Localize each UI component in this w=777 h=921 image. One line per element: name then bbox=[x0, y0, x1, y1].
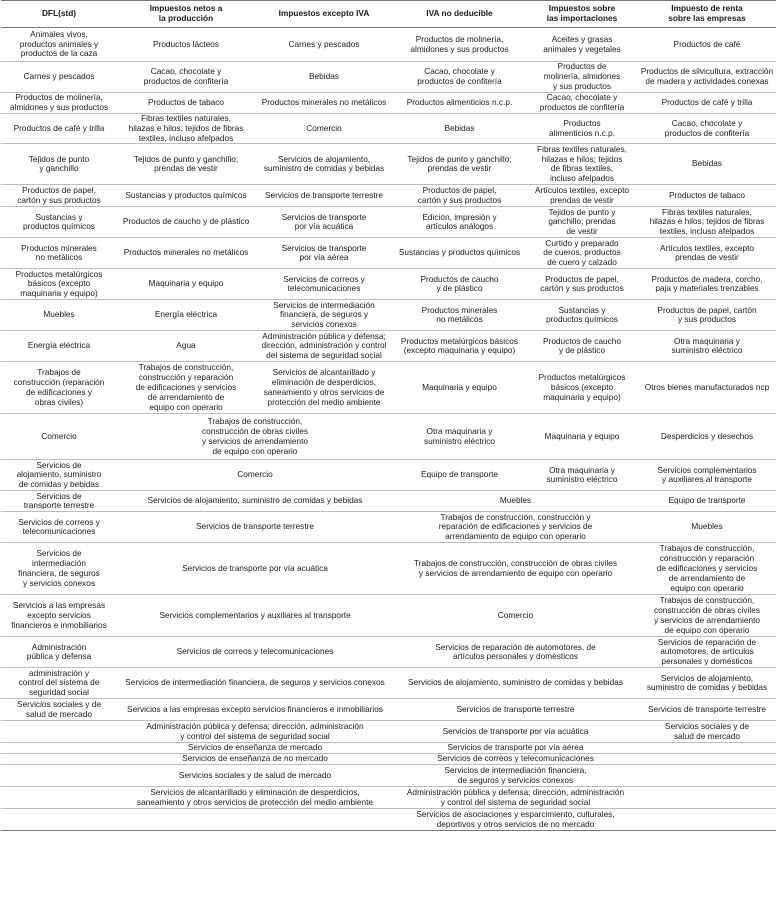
header-non-deductible-vat: IVA no deducible bbox=[393, 1, 526, 28]
cell-non-deductible-vat: Trabajos de construcción, construcción de obras civiles y servicios de arrendamiento de equipo con operario bbox=[393, 543, 638, 595]
cell-net-production-taxes: Servicios de correos y telecomunicaciones bbox=[117, 637, 393, 668]
cell-non-deductible-vat: Bebidas bbox=[393, 114, 526, 144]
table-row bbox=[1, 743, 776, 754]
cell-corporate-income-tax: Servicios complementarios y auxiliares al transporte bbox=[638, 460, 776, 491]
cell-non-deductible-vat: Trabajos de construcción, construcción y reparación de edificaciones y servicios de arrendamiento de equipo con operario bbox=[393, 512, 638, 543]
cell-dfl: Servicios de alojamiento, suministro de comidas y bebidas bbox=[1, 460, 117, 491]
cell-corporate-income-tax: Servicios de alojamiento, suministro de comidas y bebidas bbox=[638, 668, 776, 699]
cell-dfl: Servicios sociales y de salud de mercado bbox=[1, 699, 117, 721]
cell-net-production-taxes: Servicios de enseñanza de no mercado bbox=[117, 754, 393, 765]
cell-non-deductible-vat: Sustancias y productos químicos bbox=[393, 238, 526, 269]
cell-net-production-taxes: Tejidos de punto y ganchillo; prendas de vestir bbox=[117, 144, 255, 185]
cell-taxes-except-vat: Servicios de alcantarillado y eliminación de desperdicios, saneamiento y otros servicios de protección del medio ambiente bbox=[255, 362, 393, 414]
cell-non-deductible-vat: Servicios de transporte por vía aérea bbox=[393, 743, 638, 754]
table-row bbox=[1, 269, 776, 300]
cell-non-deductible-vat: Servicios de asociaciones y esparcimiento, culturales, deportivos y otros servicios de no mercado bbox=[393, 809, 638, 831]
cell-net-production-taxes: Servicios a las empresas excepto servicios financieros e inmobiliarios bbox=[117, 699, 393, 721]
cell-dfl: Comercio bbox=[1, 414, 117, 460]
cell-corporate-income-tax: Artículos textiles, excepto prendas de vestir bbox=[638, 238, 776, 269]
table-row bbox=[1, 668, 776, 699]
cell-taxes-except-vat: Servicios de alojamiento, suministro de comidas y bebidas bbox=[255, 144, 393, 185]
header-net-production-taxes: Impuestos netos a la producción bbox=[117, 1, 255, 28]
cell-corporate-income-tax: Trabajos de construcción, construcción y reparación de edificaciones y servicios de arrendamiento de equipo con operario bbox=[638, 543, 776, 595]
cell-taxes-except-vat: Servicios de transporte por vía aérea bbox=[255, 238, 393, 269]
cell-corporate-income-tax: Muebles bbox=[638, 512, 776, 543]
cell-net-production-taxes: Productos lácteos bbox=[117, 28, 255, 62]
cell-non-deductible-vat: Otra maquinaria y suministro eléctrico bbox=[393, 414, 526, 460]
cell-taxes-except-vat: Productos minerales no metálicos bbox=[255, 93, 393, 114]
table-row bbox=[1, 331, 776, 362]
cell-corporate-income-tax: Fibras textiles naturales, hilazas e hilos; tejidos de fibras textiles, incluso afelpados bbox=[638, 207, 776, 238]
table-row bbox=[1, 699, 776, 721]
cell-import-taxes: Productos de papel, cartón y sus productos bbox=[526, 269, 638, 300]
header-row bbox=[1, 1, 776, 28]
cell-dfl: Productos de molinería, almidones y sus productos bbox=[1, 93, 117, 114]
table-row bbox=[1, 595, 776, 637]
table-body bbox=[1, 28, 776, 831]
cell-dfl: Tejidos de punto y ganchillo bbox=[1, 144, 117, 185]
cell-non-deductible-vat: Muebles bbox=[393, 491, 638, 512]
cell-non-deductible-vat: Edición, impresión y artículos análogos bbox=[393, 207, 526, 238]
cell-net-production-taxes: Fibras textiles naturales, hilazas e hilos; tejidos de fibras textiles, incluso afelpados bbox=[117, 114, 255, 144]
table-row bbox=[1, 809, 776, 831]
cell-non-deductible-vat: Servicios de transporte por vía acuática bbox=[393, 721, 638, 743]
cell-corporate-income-tax bbox=[638, 809, 776, 831]
cell-import-taxes: Curtido y preparado de cueros, productos de cuero y calzado bbox=[526, 238, 638, 269]
cell-dfl: Productos metalúrgicos básicos (excepto maquinaria y equipo) bbox=[1, 269, 117, 300]
cell-net-production-taxes: Agua bbox=[117, 331, 255, 362]
cell-non-deductible-vat: Comercio bbox=[393, 595, 638, 637]
tax-classification-table bbox=[1, 0, 776, 831]
cell-net-production-taxes bbox=[117, 809, 393, 831]
cell-net-production-taxes: Sustancias y productos químicos bbox=[117, 185, 255, 207]
cell-net-production-taxes: Servicios de enseñanza de mercado bbox=[117, 743, 393, 754]
cell-dfl bbox=[1, 721, 117, 743]
table-row bbox=[1, 144, 776, 185]
cell-dfl: Carnes y pescados bbox=[1, 62, 117, 93]
table-row bbox=[1, 637, 776, 668]
table-row bbox=[1, 754, 776, 765]
cell-non-deductible-vat: Administración pública y defensa; dirección, administración y control del sistema de seguridad social bbox=[393, 787, 638, 809]
cell-dfl: Sustancias y productos químicos bbox=[1, 207, 117, 238]
header-dfl: DFL(std) bbox=[1, 1, 117, 28]
table-row bbox=[1, 238, 776, 269]
cell-dfl bbox=[1, 787, 117, 809]
cell-corporate-income-tax: Trabajos de construcción, construcción de obras civiles y servicios de arrendamiento de equipo con operario bbox=[638, 595, 776, 637]
cell-import-taxes: Productos de molinería, almidones y sus productos bbox=[526, 62, 638, 93]
cell-taxes-except-vat: Servicios de correos y telecomunicaciones bbox=[255, 269, 393, 300]
table-row bbox=[1, 491, 776, 512]
cell-dfl: Trabajos de construcción (reparación de edificaciones y obras civiles) bbox=[1, 362, 117, 414]
cell-corporate-income-tax: Productos de tabaco bbox=[638, 185, 776, 207]
cell-dfl: administración y control del sistema de seguridad social bbox=[1, 668, 117, 699]
cell-dfl bbox=[1, 765, 117, 787]
cell-dfl bbox=[1, 743, 117, 754]
cell-dfl: Servicios de transporte terrestre bbox=[1, 491, 117, 512]
cell-import-taxes: Tejidos de punto y ganchillo; prendas de vestir bbox=[526, 207, 638, 238]
table-row bbox=[1, 207, 776, 238]
cell-corporate-income-tax bbox=[638, 765, 776, 787]
cell-corporate-income-tax: Productos de café bbox=[638, 28, 776, 62]
cell-taxes-except-vat: Carnes y pescados bbox=[255, 28, 393, 62]
table-row bbox=[1, 185, 776, 207]
cell-net-production-taxes: Servicios de transporte por vía acuática bbox=[117, 543, 393, 595]
table-row bbox=[1, 765, 776, 787]
cell-corporate-income-tax: Servicios sociales y de salud de mercado bbox=[638, 721, 776, 743]
cell-corporate-income-tax: Bebidas bbox=[638, 144, 776, 185]
cell-net-production-taxes: Servicios sociales y de salud de mercado bbox=[117, 765, 393, 787]
cell-net-production-taxes: Energía eléctrica bbox=[117, 300, 255, 331]
table-row bbox=[1, 512, 776, 543]
cell-import-taxes: Productos de caucho y de plástico bbox=[526, 331, 638, 362]
cell-corporate-income-tax bbox=[638, 787, 776, 809]
cell-net-production-taxes: Productos de tabaco bbox=[117, 93, 255, 114]
cell-taxes-except-vat: Servicios de transporte por vía acuática bbox=[255, 207, 393, 238]
cell-corporate-income-tax: Productos de silvicultura, extracción de madera y actividades conexas bbox=[638, 62, 776, 93]
cell-import-taxes: Maquinaria y equipo bbox=[526, 414, 638, 460]
cell-dfl: Servicios de correos y telecomunicaciones bbox=[1, 512, 117, 543]
cell-net-production-taxes: Administración pública y defensa; dirección, administración y control del sistema de seguridad social bbox=[117, 721, 393, 743]
cell-net-production-taxes: Trabajos de construcción, construcción y reparación de edificaciones y servicios de arrendamiento de equipo con operario bbox=[117, 362, 255, 414]
cell-non-deductible-vat: Servicios de intermediación financiera, de seguros y servicios conexos bbox=[393, 765, 638, 787]
table-row bbox=[1, 414, 776, 460]
cell-net-production-taxes: Comercio bbox=[117, 460, 393, 491]
table-header bbox=[1, 1, 776, 28]
cell-corporate-income-tax: Otra maquinaria y suministro eléctrico bbox=[638, 331, 776, 362]
table-row bbox=[1, 721, 776, 743]
cell-taxes-except-vat: Servicios de intermediación financiera, de seguros y servicios conexos bbox=[255, 300, 393, 331]
cell-import-taxes: Cacao, chocolate y productos de confitería bbox=[526, 93, 638, 114]
cell-net-production-taxes: Productos de caucho y de plástico bbox=[117, 207, 255, 238]
cell-non-deductible-vat: Tejidos de punto y ganchillo; prendas de vestir bbox=[393, 144, 526, 185]
cell-import-taxes: Productos metalúrgicos básicos (excepto maquinaria y equipo) bbox=[526, 362, 638, 414]
cell-corporate-income-tax: Otros bienes manufacturados ncp bbox=[638, 362, 776, 414]
cell-non-deductible-vat: Servicios de correos y telecomunicaciones bbox=[393, 754, 638, 765]
header-corporate-income-tax: Impuesto de renta sobre las empresas bbox=[638, 1, 776, 28]
cell-import-taxes: Otra maquinaria y suministro eléctrico bbox=[526, 460, 638, 491]
table-row bbox=[1, 300, 776, 331]
cell-non-deductible-vat: Productos alimenticios n.c.p. bbox=[393, 93, 526, 114]
table-row bbox=[1, 62, 776, 93]
cell-net-production-taxes: Maquinaria y equipo bbox=[117, 269, 255, 300]
table-row bbox=[1, 362, 776, 414]
cell-import-taxes: Fibras textiles naturales, hilazas e hilos; tejidos de fibras textiles, incluso afelpados bbox=[526, 144, 638, 185]
table-row bbox=[1, 787, 776, 809]
cell-dfl: Productos de café y trilla bbox=[1, 114, 117, 144]
cell-corporate-income-tax: Productos de madera, corcho, paja y materiales trenzables bbox=[638, 269, 776, 300]
cell-dfl: Servicios de intermediación financiera, de seguros y servicios conexos bbox=[1, 543, 117, 595]
cell-import-taxes: Sustancias y productos químicos bbox=[526, 300, 638, 331]
cell-import-taxes: Aceites y grasas animales y vegetales bbox=[526, 28, 638, 62]
cell-net-production-taxes: Servicios complementarios y auxiliares al transporte bbox=[117, 595, 393, 637]
table-row bbox=[1, 543, 776, 595]
cell-corporate-income-tax: Desperdicios y desechos bbox=[638, 414, 776, 460]
cell-corporate-income-tax: Servicios de reparación de automotores, de artículos personales y domésticos bbox=[638, 637, 776, 668]
cell-non-deductible-vat: Equipo de transporte bbox=[393, 460, 526, 491]
cell-taxes-except-vat: Administración pública y defensa; dirección, administración y control del sistema de seguridad social bbox=[255, 331, 393, 362]
cell-net-production-taxes: Servicios de alojamiento, suministro de comidas y bebidas bbox=[117, 491, 393, 512]
cell-corporate-income-tax bbox=[638, 754, 776, 765]
cell-net-production-taxes: Servicios de transporte terrestre bbox=[117, 512, 393, 543]
cell-non-deductible-vat: Productos de caucho y de plástico bbox=[393, 269, 526, 300]
header-import-taxes: Impuestos sobre las importaciones bbox=[526, 1, 638, 28]
cell-net-production-taxes: Servicios de alcantarillado y eliminación de desperdicios, saneamiento y otros servicios de protección del medio ambiente bbox=[117, 787, 393, 809]
cell-non-deductible-vat: Productos minerales no metálicos bbox=[393, 300, 526, 331]
cell-non-deductible-vat: Servicios de alojamiento, suministro de comidas y bebidas bbox=[393, 668, 638, 699]
cell-net-production-taxes: Cacao, chocolate y productos de confitería bbox=[117, 62, 255, 93]
cell-corporate-income-tax: Productos de café y trilla bbox=[638, 93, 776, 114]
cell-corporate-income-tax: Servicios de transporte terrestre bbox=[638, 699, 776, 721]
cell-dfl: Servicios a las empresas excepto servicios financieros e inmobiliarios bbox=[1, 595, 117, 637]
cell-corporate-income-tax: Cacao, chocolate y productos de confitería bbox=[638, 114, 776, 144]
cell-corporate-income-tax: Equipo de transporte bbox=[638, 491, 776, 512]
cell-taxes-except-vat: Servicios de transporte terrestre bbox=[255, 185, 393, 207]
cell-non-deductible-vat: Servicios de transporte terrestre bbox=[393, 699, 638, 721]
cell-dfl: Animales vivos, productos animales y productos de la caza bbox=[1, 28, 117, 62]
header-taxes-except-vat: Impuestos excepto IVA bbox=[255, 1, 393, 28]
cell-dfl bbox=[1, 754, 117, 765]
cell-non-deductible-vat: Cacao, chocolate y productos de confitería bbox=[393, 62, 526, 93]
cell-taxes-except-vat: Bebidas bbox=[255, 62, 393, 93]
cell-corporate-income-tax: Productos de papel, cartón y sus productos bbox=[638, 300, 776, 331]
cell-non-deductible-vat: Productos de molinería, almidones y sus productos bbox=[393, 28, 526, 62]
cell-non-deductible-vat: Productos metalúrgicos básicos (excepto maquinaria y equipo) bbox=[393, 331, 526, 362]
table-row bbox=[1, 93, 776, 114]
cell-net-production-taxes: Servicios de intermediación financiera, de seguros y servicios conexos bbox=[117, 668, 393, 699]
cell-net-production-taxes: Productos minerales no metálicos bbox=[117, 238, 255, 269]
cell-import-taxes: Artículos textiles, excepto prendas de vestir bbox=[526, 185, 638, 207]
cell-dfl: Productos minerales no metálicos bbox=[1, 238, 117, 269]
cell-net-production-taxes: Trabajos de construcción, construcción de obras civiles y servicios de arrendamiento de equipo con operario bbox=[117, 414, 393, 460]
cell-non-deductible-vat: Servicios de reparación de automotores, de artículos personales y domésticos bbox=[393, 637, 638, 668]
cell-non-deductible-vat: Productos de papel, cartón y sus productos bbox=[393, 185, 526, 207]
cell-non-deductible-vat: Maquinaria y equipo bbox=[393, 362, 526, 414]
table-row bbox=[1, 28, 776, 62]
cell-corporate-income-tax bbox=[638, 743, 776, 754]
cell-dfl: Energía eléctrica bbox=[1, 331, 117, 362]
table-row bbox=[1, 460, 776, 491]
cell-dfl: Productos de papel, cartón y sus productos bbox=[1, 185, 117, 207]
cell-dfl: Muebles bbox=[1, 300, 117, 331]
cell-taxes-except-vat: Comercio bbox=[255, 114, 393, 144]
table-row bbox=[1, 114, 776, 144]
cell-dfl bbox=[1, 809, 117, 831]
cell-import-taxes: Productos alimenticios n.c.p. bbox=[526, 114, 638, 144]
cell-dfl: Administración pública y defensa bbox=[1, 637, 117, 668]
